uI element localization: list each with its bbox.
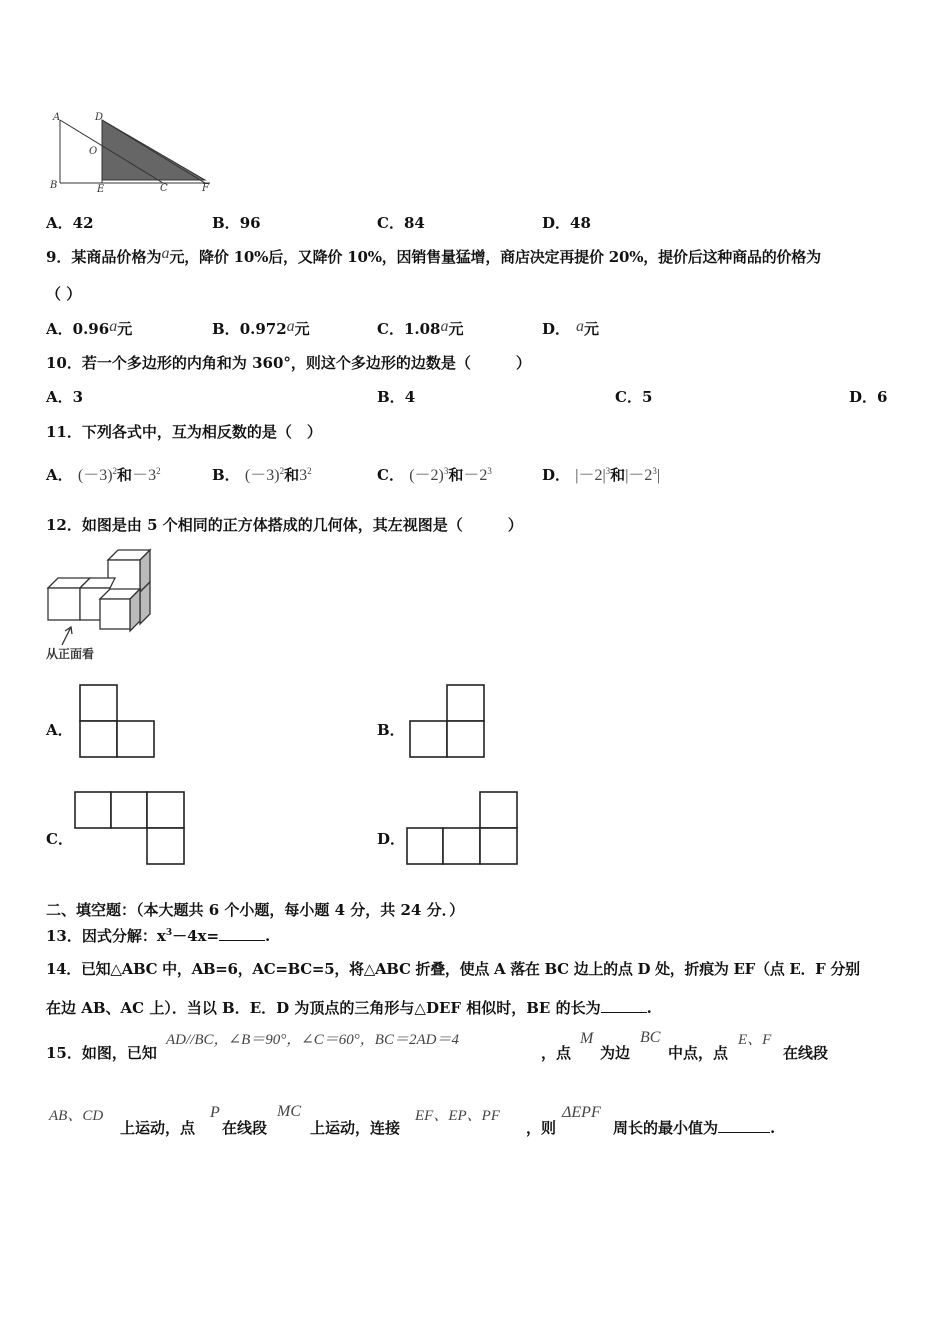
q9-option-d: D． a元	[542, 318, 600, 338]
section2-heading: 二、填空题：（本大题共 6 个小题，每小题 4 分，共 24 分．）	[46, 901, 465, 919]
q15-blank[interactable]	[718, 1131, 770, 1133]
q15-prefix: 15．如图，已知	[46, 1044, 157, 1062]
q14-line2: 在边 AB、AC 上）．当以 B．E．D 为顶点的三角形与△DEF 相似时，BE 的长为 .	[46, 999, 652, 1017]
label-A: A	[53, 112, 61, 123]
label-F: F	[202, 183, 209, 194]
q12-option-c-figure	[73, 790, 188, 866]
q15-t9: 周长的最小值为 .	[613, 1119, 776, 1137]
q15-var-P: P	[210, 1104, 220, 1121]
q8-option-b: B．96	[212, 214, 261, 232]
q10-option-a: A．3	[46, 388, 84, 406]
q15-t8: ，则	[526, 1119, 557, 1137]
q11-option-d: D． $|-2|^3$和$|-2^3|$	[542, 466, 661, 484]
q15-t5: 上运动，点	[120, 1119, 196, 1137]
q8-option-a: A．42	[46, 214, 94, 232]
q11-stem: 11．下列各式中，互为相反数的是（ ）	[46, 423, 322, 441]
front-view-label: 从正面看	[46, 647, 95, 661]
q15-t2: 为边	[600, 1044, 631, 1062]
q9-stem: 9．某商品价格为a元，降价 10%后，又降价 10%，因销售量猛增，商店决定再提价 20%，提价后这种商品的价格为	[46, 245, 821, 266]
q15-var-tri: ΔEPF	[562, 1104, 601, 1121]
label-B: B	[50, 180, 58, 191]
q15-var-M: M	[580, 1030, 594, 1047]
q15-t4: 在线段	[783, 1044, 829, 1062]
q14-blank[interactable]	[601, 1011, 647, 1013]
q15-condition: AD//BC，∠B＝90°，∠C＝60°，BC＝2AD＝4	[166, 1032, 459, 1048]
q15-t7: 上运动，连接	[310, 1119, 401, 1137]
q12-stem: 12．如图是由 5 个相同的正方体搭成的几何体，其左视图是（ ）	[46, 516, 523, 534]
q11-option-c: C． $(-2)^3$和$-2^3$	[377, 466, 492, 484]
q10-option-d: D．6	[849, 388, 888, 406]
q9-option-c: C．1.08a元	[377, 318, 464, 338]
label-O: O	[89, 146, 98, 157]
q15-t1: ，点	[541, 1044, 572, 1062]
q10-option-c: C．5	[615, 388, 653, 406]
q12-option-d-figure	[405, 790, 522, 866]
q12-option-b-figure	[408, 683, 488, 759]
q10-stem: 10．若一个多边形的内角和为 360°，则这个多边形的边数是（ ）	[46, 354, 531, 372]
q8-option-d: D．48	[542, 214, 591, 232]
q9-stem-line2: （ ）	[46, 285, 82, 303]
label-E: E	[97, 184, 105, 195]
q13-stem: 13．因式分解：$x^3-4x=$ .	[46, 927, 271, 945]
q8-option-c: C．84	[377, 214, 425, 232]
q8-triangle-figure	[45, 110, 225, 195]
q15-var-BC: BC	[640, 1029, 661, 1046]
q9-option-a: A．0.96a元	[46, 318, 133, 338]
q15-var-segs: EF、EP、PF	[415, 1108, 500, 1124]
q12-option-a-letter: A．	[46, 721, 73, 739]
q15-var-EF: E、F	[738, 1032, 772, 1048]
q11-option-a: A． $(-3)^2$和$-3^2$	[46, 466, 161, 484]
q13-blank[interactable]	[219, 939, 265, 941]
q14-line1: 14．已知△ABC 中，AB=6，AC=BC=5，将△ABC 折叠，使点 A 落在 BC 边上的点 D 处，折痕为 EF（点 E．F 分别	[46, 960, 860, 978]
q10-option-b: B．4	[377, 388, 416, 406]
q12-option-c-letter: C．	[46, 830, 73, 848]
q15-var-ABCD: AB、CD	[49, 1108, 104, 1124]
q9-option-b: B．0.972a元	[212, 318, 310, 338]
label-C: C	[160, 183, 168, 194]
q15-t6: 在线段	[222, 1119, 268, 1137]
q15-t3: 中点，点	[668, 1044, 729, 1062]
q11-option-b: B． $(-3)^2$和$3^2$	[212, 466, 312, 484]
q15-var-MC: MC	[277, 1103, 301, 1120]
q12-option-b-letter: B．	[377, 721, 405, 739]
q12-option-d-letter: D．	[377, 830, 406, 848]
label-D: D	[95, 112, 104, 123]
q12-option-a-figure	[78, 683, 158, 759]
